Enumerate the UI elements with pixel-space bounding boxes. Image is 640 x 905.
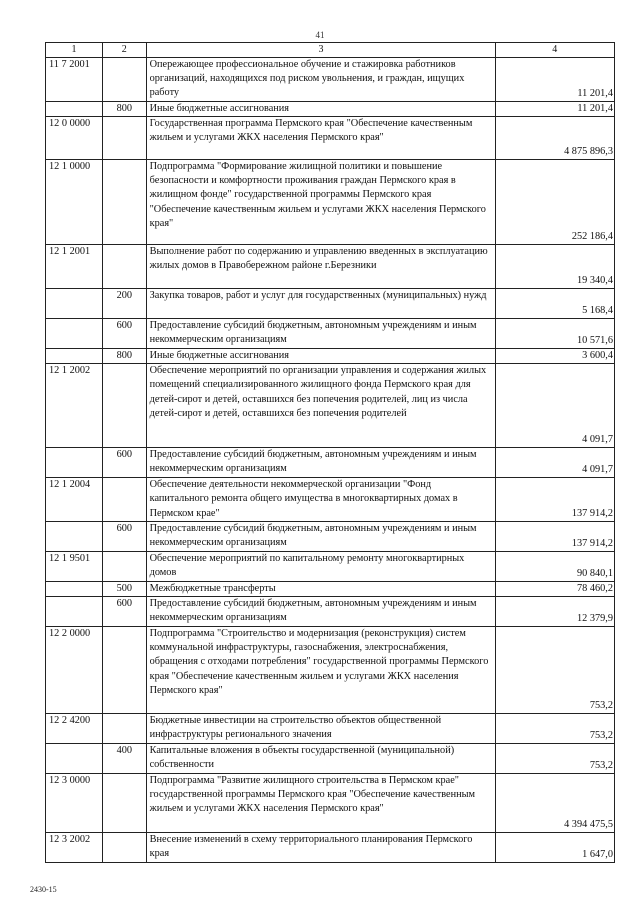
row-description: Иные бюджетные ассигнования [146,101,496,116]
row-code: 12 1 2002 [46,364,103,448]
row-code: 12 1 2004 [46,478,103,522]
row-description: Обеспечение мероприятий по организации управления и содержания жилых помещений специализированного жилищного фонда Пермского края для детей-сирот и детей, оставшихся без попечения родителей, лиц из числа детей-сирот и детей, оставшихся без попечения родителей [146,364,496,448]
row-description: Обеспечение мероприятий по капитальному ремонту многоквартирных домов [146,551,496,581]
row-amount: 19 340,4 [496,245,615,289]
row-expense-type [103,117,147,160]
row-code [46,521,103,551]
row-amount: 78 460,2 [496,581,615,596]
row-description: Подпрограмма "Развитие жилищного строительства в Пермском крае" государственной программы Пермского края "Обеспечение качественным жильем и услугами ЖКХ населения Пермского края" [146,774,496,833]
row-code: 12 1 0000 [46,160,103,245]
row-description: Выполнение работ по содержанию и управлению введенных в эксплуатацию жилых домов в Правобережном районе г.Березники [146,245,496,289]
row-amount: 753,2 [496,627,615,714]
table-row [46,551,615,581]
row-expense-type [103,551,147,581]
table-row [46,744,615,774]
row-expense-type [103,833,147,863]
row-code [46,448,103,478]
table-row [46,627,615,714]
table-row [46,364,615,448]
row-amount: 137 914,2 [496,478,615,522]
row-amount: 753,2 [496,714,615,744]
page-number: 41 [315,30,325,40]
row-code [46,597,103,627]
table-row [46,319,615,349]
row-amount: 90 840,1 [496,551,615,581]
row-code: 12 3 2002 [46,833,103,863]
row-description: Капитальные вложения в объекты государственной (муниципальной) собственности [146,744,496,774]
row-expense-type [103,57,147,101]
row-amount: 1 647,0 [496,833,615,863]
row-expense-type [103,160,147,245]
row-code [46,319,103,349]
row-code: 11 7 2001 [46,57,103,101]
row-expense-type [103,364,147,448]
row-amount: 4 875 896,3 [496,117,615,160]
table-header-row [46,43,615,58]
row-expense-type: 600 [103,448,147,478]
row-code: 12 1 9501 [46,551,103,581]
row-expense-type [103,627,147,714]
row-amount: 4 394 475,5 [496,774,615,833]
row-amount: 4 091,7 [496,448,615,478]
table-row [46,245,615,289]
row-code [46,289,103,319]
column-header-2: 2 [103,43,147,58]
row-description: Закупка товаров, работ и услуг для государственных (муниципальных) нужд [146,289,496,319]
row-amount: 252 186,4 [496,160,615,245]
table-row [46,521,615,551]
row-amount: 11 201,4 [496,57,615,101]
row-amount: 12 379,9 [496,597,615,627]
row-amount: 5 168,4 [496,289,615,319]
row-amount: 3 600,4 [496,349,615,364]
table-row [46,833,615,863]
row-expense-type [103,714,147,744]
row-expense-type: 600 [103,319,147,349]
row-expense-type [103,478,147,522]
row-description: Бюджетные инвестиции на строительство объектов общественной инфраструктуры регионального значения [146,714,496,744]
row-expense-type [103,774,147,833]
table-row [46,478,615,522]
table-row [46,448,615,478]
row-code [46,349,103,364]
row-expense-type: 200 [103,289,147,319]
row-amount: 137 914,2 [496,521,615,551]
row-description: Предоставление субсидий бюджетным, автономным учреждениям и иным некоммерческим организациям [146,521,496,551]
table-row [46,289,615,319]
column-header-1: 1 [46,43,103,58]
table-row [46,774,615,833]
row-code [46,581,103,596]
row-code [46,101,103,116]
row-description: Подпрограмма "Строительство и модернизация (реконструкция) систем коммунальной инфраструктуры, газоснабжения, электроснабжения, обращения с отходами потребления" государственной программы Пермского края "Обеспечение качественным жильем и услугами ЖКХ населения Пермского края" [146,627,496,714]
row-code: 12 1 2001 [46,245,103,289]
row-description: Подпрограмма "Формирование жилищной политики и повышение безопасности и комфортности проживания граждан Пермского края в жилищном фонде" государственной программы Пермского края "Обеспечение качественным жильем и услугами ЖКХ населения Пермского края" [146,160,496,245]
table-row [46,160,615,245]
row-code: 12 2 0000 [46,627,103,714]
row-description: Внесение изменений в схему территориального планирования Пермского края [146,833,496,863]
table-row [46,101,615,116]
row-code: 12 2 4200 [46,714,103,744]
row-description: Предоставление субсидий бюджетным, автономным учреждениям и иным некоммерческим организациям [146,597,496,627]
footer-code: 2430-15 [30,885,57,894]
row-description: Предоставление субсидий бюджетным, автономным учреждениям и иным некоммерческим организациям [146,319,496,349]
row-description: Межбюджетные трансферты [146,581,496,596]
row-code [46,744,103,774]
table-row [46,117,615,160]
row-description: Государственная программа Пермского края "Обеспечение качественным жильем и услугами ЖКХ населения Пермского края" [146,117,496,160]
row-expense-type: 800 [103,101,147,116]
row-description: Иные бюджетные ассигнования [146,349,496,364]
table-row [46,349,615,364]
row-amount: 753,2 [496,744,615,774]
budget-table [45,42,615,863]
table-row [46,714,615,744]
row-description: Опережающее профессиональное обучение и стажировка работников организаций, находящихся под риском увольнения, и граждан, ищущих работу [146,57,496,101]
table-row [46,597,615,627]
column-header-4: 4 [496,43,615,58]
row-description: Предоставление субсидий бюджетным, автономным учреждениям и иным некоммерческим организациям [146,448,496,478]
row-expense-type: 600 [103,521,147,551]
row-amount: 11 201,4 [496,101,615,116]
row-expense-type [103,245,147,289]
table-row [46,581,615,596]
row-expense-type: 500 [103,581,147,596]
row-code: 12 3 0000 [46,774,103,833]
row-code: 12 0 0000 [46,117,103,160]
row-expense-type: 600 [103,597,147,627]
table-row [46,57,615,101]
row-expense-type: 800 [103,349,147,364]
row-expense-type: 400 [103,744,147,774]
row-description: Обеспечение деятельности некоммерческой организации "Фонд капитального ремонта общего имущества в многоквартирных домах в Пермском крае" [146,478,496,522]
row-amount: 10 571,6 [496,319,615,349]
column-header-3: 3 [146,43,496,58]
row-amount: 4 091,7 [496,364,615,448]
